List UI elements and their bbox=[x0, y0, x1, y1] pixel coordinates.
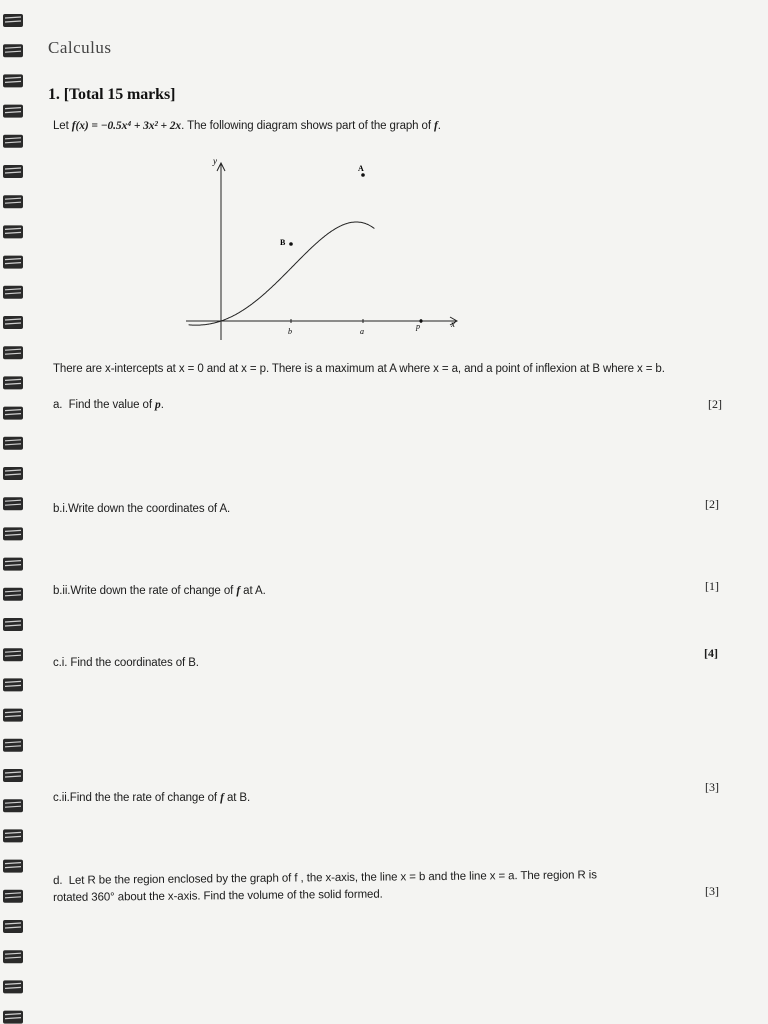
tick-a-label: a bbox=[360, 327, 364, 336]
marks-d: [3] bbox=[705, 884, 719, 898]
marks-b-ii: [1] bbox=[705, 579, 719, 593]
marks-b-i: [2] bbox=[705, 497, 719, 511]
point-A bbox=[361, 173, 365, 177]
intercept-info: There are x-intercepts at x = 0 and at x = p. There is a maximum at A where x = a, and a point of inflexion at B where x = b. bbox=[53, 363, 665, 375]
part-a: a. Find the value of p. bbox=[53, 399, 164, 411]
part-c-i: c.i. Find the coordinates of B. bbox=[53, 657, 199, 669]
part-d-line2: rotated 360° about the x-axis. Find the volume of the solid formed. bbox=[53, 888, 383, 904]
tick-p-label: p bbox=[416, 322, 420, 331]
function-definition: f(x) = −0.5x⁴ + 3x² + 2x bbox=[71, 120, 182, 132]
function-graph bbox=[180, 150, 470, 350]
x-axis-label: x bbox=[451, 319, 455, 329]
part-d-line1: d. Let R be the region enclosed by the graph of f , the x-axis, the line x = b and the line x = a. The region R is bbox=[53, 869, 597, 887]
marks-c-ii: [3] bbox=[705, 780, 719, 794]
part-c-ii: c.ii.Find the the rate of change of f at B. bbox=[53, 792, 251, 804]
tick-b-label: b bbox=[288, 327, 292, 336]
question-number: 1. [Total 15 marks] bbox=[48, 86, 176, 103]
marks-a: [2] bbox=[708, 397, 722, 411]
y-axis-label: y bbox=[213, 156, 217, 166]
point-B bbox=[289, 242, 293, 246]
marks-c-i: [4] bbox=[704, 646, 718, 660]
point-A-label: A bbox=[358, 164, 364, 173]
point-p bbox=[419, 319, 422, 322]
point-B-label: B bbox=[280, 238, 286, 247]
page-heading: Calculus bbox=[48, 38, 112, 57]
part-b-ii: b.ii.Write down the rate of change of f at A. bbox=[53, 585, 266, 597]
question-intro: Let f(x) = −0.5x⁴ + 3x² + 2x. The following diagram shows part of the graph of f. bbox=[53, 120, 441, 132]
part-b-i: b.i.Write down the coordinates of A. bbox=[53, 503, 231, 515]
